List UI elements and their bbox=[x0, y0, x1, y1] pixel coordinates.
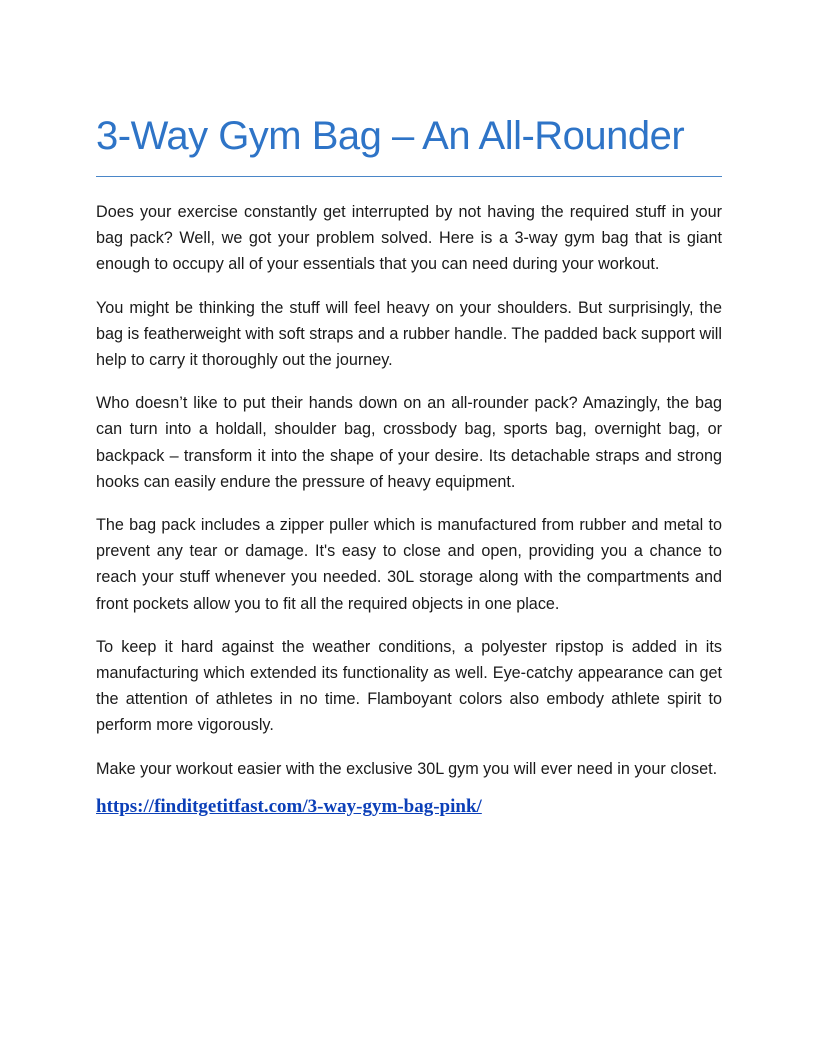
paragraph-weather: To keep it hard against the weather conditions, a polyester ripstop is added in its manufacturing which extended its functionality as well. Eye-catchy appearance can get the attention of athletes in no time. Flamboyant colors also embody athlete spirit to perform more vigorously. bbox=[96, 637, 722, 735]
paragraph-weight: You might be thinking the stuff will feel heavy on your shoulders. But surprisingly, the bag is featherweight with soft straps and a rubber handle. The padded back support will help to carry it thoroughly out the journey. bbox=[96, 298, 723, 370]
paragraph-zipper: The bag pack includes a zipper puller which is manufactured from rubber and metal to prevent any tear or damage. It's easy to close and open, providing you a chance to reach your stuff whenever you needed. 30L storage along with the compartments and front pockets allow you to fit all the required objects in one place. bbox=[96, 516, 722, 613]
paragraph-intro: Does your exercise constantly get interrupted by not having the required stuff in your bag pack? Well, we got your problem solved. Here is a 3-way gym bag that is giant enough to occupy all of your essentials that you can need during your workout. bbox=[96, 203, 722, 274]
paragraph-versatility: Who doesn’t like to put their hands down on an all-rounder pack? Amazingly, the bag can turn into a holdall, shoulder bag, crossbody bag, sports bag, overnight bag, or backpack – transform it into the shape of your desire. Its detachable straps and strong hooks can easily endure the pressure of heavy equipment. bbox=[96, 394, 722, 491]
title-divider bbox=[96, 176, 722, 177]
product-link[interactable]: https://finditgetitfast.com/3-way-gym-bag-pink/ bbox=[96, 795, 482, 817]
paragraph-closing: Make your workout easier with the exclusive 30L gym you will ever need in your closet. bbox=[96, 759, 718, 778]
page-title: 3-Way Gym Bag – An All-Rounder bbox=[96, 114, 685, 158]
document-page bbox=[96, 100, 722, 818]
